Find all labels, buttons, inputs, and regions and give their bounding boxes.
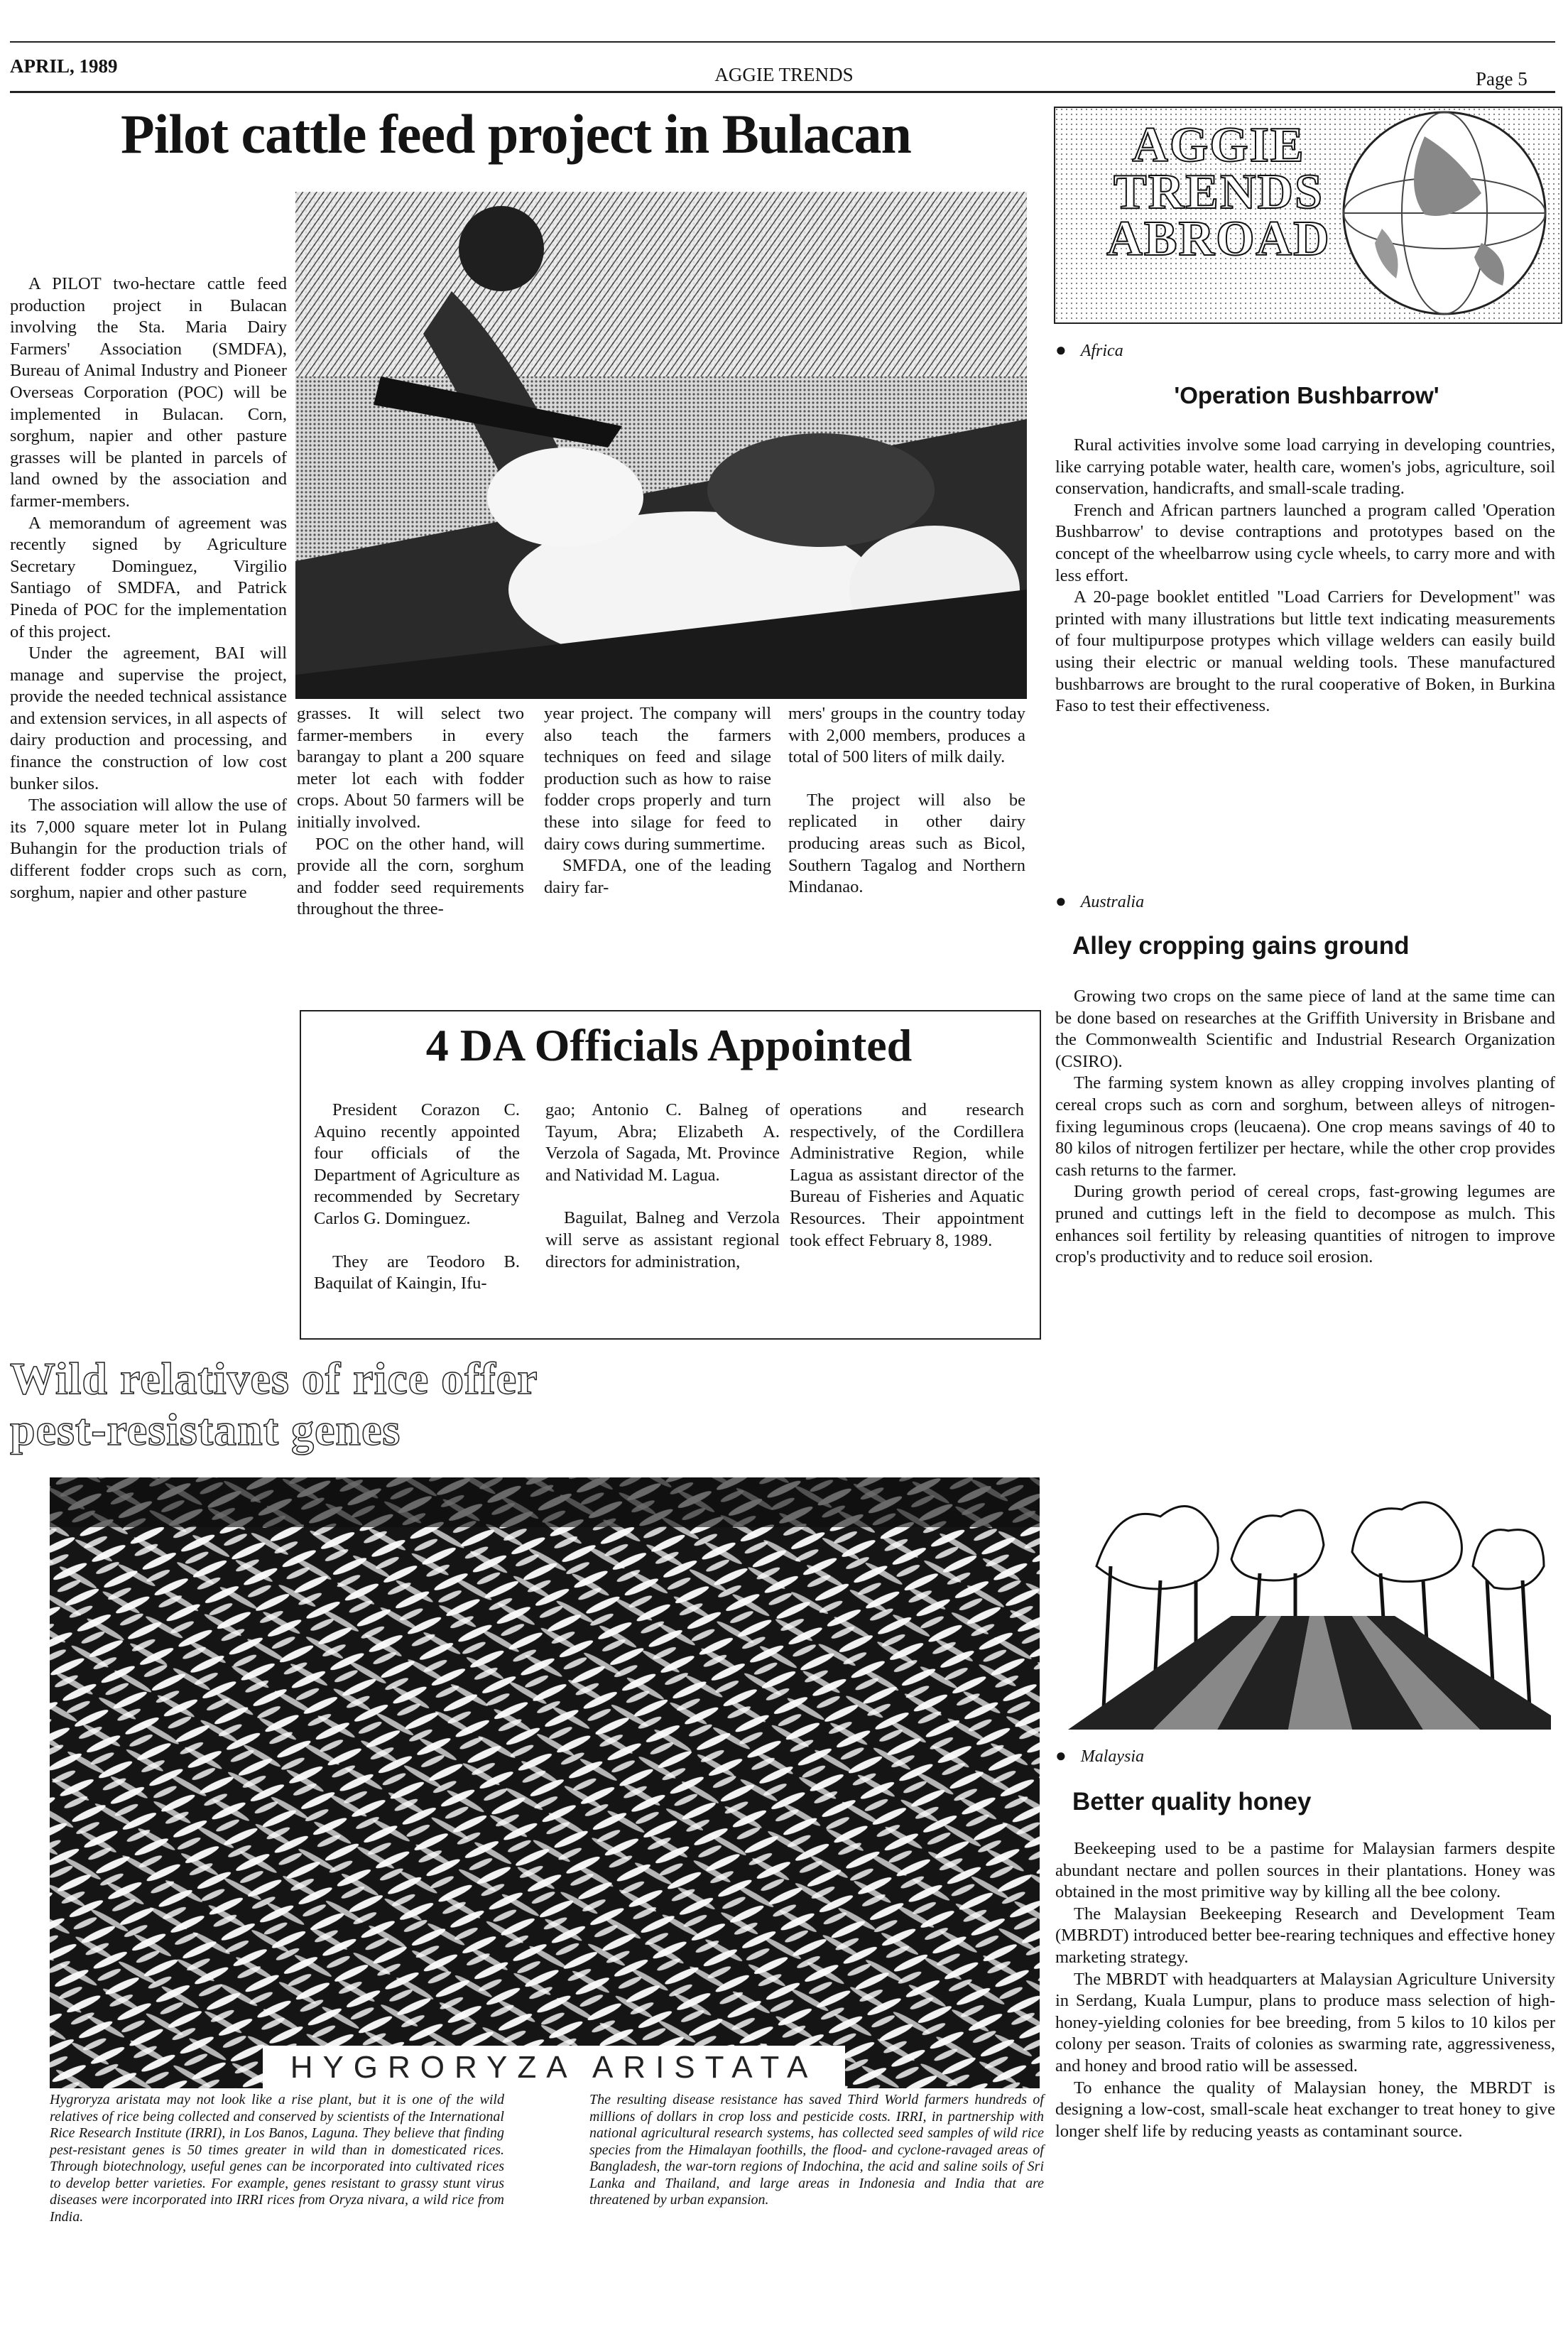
abroad-banner-line-2: TRENDS (1114, 165, 1324, 219)
page-number: Page 5 (1476, 68, 1528, 89)
australia-headline: Alley cropping gains ground (1072, 932, 1410, 960)
africa-headline: 'Operation Bushbarrow' (1174, 382, 1439, 408)
cattle-para: A memorandum of agreement was recently signed by Agriculture Secretary Dominguez, Virgilio Santiago of SMDFA, and Patrick Pineda of POC for the implementation of this project. (10, 513, 287, 641)
top-rule (10, 41, 1555, 43)
africa-para: French and African partners launched a program called 'Operation Bushbarrow' to devise contraptions and prototypes based on the concept of the wheelbarrow using cycle wheels, to carry more and with less effort. (1055, 500, 1555, 585)
cattle-headline: Pilot cattle feed project in Bulacan (121, 103, 911, 165)
da-column-3 (790, 1100, 1024, 1252)
australia-para: The farming system known as alley cropping involves planting of cereal crops such as corn and sorghum, between alleys of nitrogen-fixing leguminous crops (leucaena). One crop means savings of 40 to 80 kilos of nitrogen fertilizer per hectare, while the other crop provides cash returns to the farmer. (1055, 1073, 1555, 1180)
cattle-column-4 (788, 703, 1025, 899)
cattle-para: Under the agreement, BAI will manage and supervise the project, provide the needed technical assistance and extension services, in all aspects of dairy production and processing, and finance the construction of low cost bunker silos. (10, 644, 287, 793)
bullet-icon: ● (1055, 891, 1067, 911)
bullet-icon: ● (1055, 1745, 1067, 1766)
malaysia-headline: Better quality honey (1072, 1788, 1312, 1816)
malaysia-region: Malaysia (1080, 1747, 1145, 1766)
cattle-para: POC on the other hand, will provide all the corn, sorghum and fodder seed requirements throughout the three- (297, 834, 524, 919)
cattle-photo-illustration (295, 192, 1027, 699)
australia-column (1055, 986, 1555, 1269)
issue-date: APRIL, 1989 (10, 55, 118, 77)
rice-photo-illustration (50, 1477, 1040, 2088)
cattle-column-2 (297, 703, 524, 921)
masthead-rule (10, 91, 1555, 93)
africa-section-label (1055, 340, 1123, 361)
globe-icon (1344, 112, 1545, 314)
da-column-2 (545, 1100, 780, 1273)
malaysia-section-label (1055, 1745, 1144, 1767)
rice-headline-line-2: pest-resistant genes (10, 1404, 401, 1455)
abroad-banner-title (1091, 118, 1346, 266)
alley-cropping-illustration (1054, 1474, 1551, 1730)
malaysia-para: To enhance the quality of Malaysian honey, the MBRDT is designing a low-cost, small-scale heat exchanger to treat honey to give longer shelf life by reducing yeasts as contaminant source. (1055, 2078, 1555, 2141)
cattle-para: year project. The company will also teach the farmers techniques on feed and silage production such as how to raise fodder crops properly and turn these into silage for feed to dairy cows during summertime. (544, 704, 771, 854)
cattle-para: A PILOT two-hectare cattle feed production project in Bulacan involving the Sta. Maria Dairy Farmers' Association (SMDFA), Bureau of Animal Industry and Pioneer Overseas Corporation (POC) will be implemented in Bulacan. Corn, sorghum, napier and other pasture grasses will be planted in parcels of land owned by the association and farmer-members. (10, 274, 287, 511)
africa-para: A 20-page booklet entitled "Load Carriers for Development" was printed with many illustrations but little text indicating measurements of four multipurpose protypes which village welders can easily build using their electric or manual welding tools. These manufactured bushbarrows are brought to the rural cooperative of Boken, in Burkina Faso to test their effectiveness. (1055, 587, 1555, 716)
africa-column (1055, 435, 1555, 717)
cattle-column-1 (10, 273, 287, 904)
rice-caption-2: The resulting disease resistance has saved Third World farmers hundreds of millions of dollars in crop loss and pesticide costs. IRRI, in partnership with national agricultural research systems, has collected seed samples of wild rice species from the Himalayan foothills, the flood- and cyclone-ravaged areas of Bangladesh, the war-torn regions of Indochina, the acid and saline soils of Sri Lanka and Thailand, and large areas in Indonesia and India that are threatened by urban expansion. (589, 2092, 1044, 2208)
da-headline: 4 DA Officials Appointed (425, 1020, 913, 1070)
australia-para: During growth period of cereal crops, fast-growing legumes are pruned and cuttings left in the field to decompose as mulch. This enhances soil fertility by releasing quantities of nitrogen to improve crop's productivity and to reduce soil erosion. (1055, 1182, 1555, 1267)
cattle-para: The association will allow the use of its 7,000 square meter lot in Pulang Buhangin for the production trials of different fodder crops such as corn, sorghum, napier and other pasture (10, 796, 287, 902)
rice-plant-photo (50, 1477, 1040, 2088)
rice-headline-line-1: Wild relatives of rice offer (10, 1353, 538, 1404)
malaysia-column (1055, 1838, 1555, 2142)
australia-para: Growing two crops on the same piece of land at the same time can be done based on researches at the Griffith University in Brisbane and the Commonwealth Scientific and Industrial Research Organization (CSIRO). (1055, 987, 1555, 1071)
da-para: President Corazon C. Aquino recently appointed four officials of the Department of Agriculture as recommended by Secretary Carlos G. Dominguez. (314, 1100, 520, 1228)
abroad-banner-line-1: AGGIE (1132, 118, 1305, 173)
da-para: operations and research respectively, of the Cordillera Administrative Region, while Lagua as assistant director of the Bureau of Fisheries and Aquatic Resources. Their appointment took effect February 8, 1989. (790, 1100, 1024, 1250)
cattle-para: grasses. It will select two farmer-members in every barangay to plant a 200 square meter lot each with fodder crops. About 50 farmers will be initially involved. (297, 704, 524, 832)
cattle-para: mers' groups in the country today with 2,000 members, produces a total of 500 liters of milk daily. (788, 704, 1025, 767)
cattle-column-3 (544, 703, 771, 899)
australia-region: Australia (1080, 893, 1145, 911)
cattle-para: SMFDA, one of the leading dairy far- (544, 856, 771, 897)
da-para: Baguilat, Balneg and Verzola will serve as assistant regional directors for administration, (545, 1208, 780, 1271)
cattle-para: The project will also be replicated in other dairy producing areas such as Bicol, Southern Tagalog and Northern Mindanao. (788, 790, 1025, 897)
rice-photo-label: HYGRORYZA ARISTATA (290, 2050, 818, 2085)
da-para: They are Teodoro B. Baquilat of Kaingin, Ifu- (314, 1252, 520, 1293)
da-column-1 (314, 1100, 520, 1295)
africa-para: Rural activities involve some load carrying in developing countries, like carrying potable water, health care, women's jobs, agriculture, soil conservation, handicrafts, and small-scale trading. (1055, 435, 1555, 499)
bullet-icon: ● (1055, 340, 1067, 360)
africa-region: Africa (1080, 342, 1123, 360)
australia-section-label (1055, 891, 1144, 912)
abroad-banner (1054, 107, 1562, 324)
malaysia-para: The MBRDT with headquarters at Malaysian Agriculture University in Serdang, Kuala Lumpur, plans to produce mass selection of high-honey-yielding colonies for bee breeding, from 5 kilos to 10 kilos per colony per season. Traits of colonies as swarming rate, aggressiveness, and honey and brood ratio will be assessed. (1055, 1969, 1555, 2076)
abroad-banner-line-3: ABROAD (1106, 212, 1331, 266)
rice-headline (10, 1353, 538, 1455)
alley-cropping-drawing (1054, 1474, 1551, 1730)
publication-title: AGGIE TRENDS (714, 64, 854, 85)
rice-caption-1: Hygroryza aristata may not look like a rise plant, but it is one of the wild relatives of rice being collected and conserved by scientists of the International Rice Research Institute (IRRI), in Los Banos, Laguna. They believe that finding pest-resistant genes is 50 times greater in wild than in domesticated rices. Through biotechnology, useful genes can be incorporated into cultivated rices to develop better varieties. For example, genes resistant to grassy stunt virus diseases were incorporated into IRRI rices from Oryza nivara, a wild rice from India. (50, 2092, 504, 2225)
cattle-feeding-photo (295, 192, 1027, 699)
malaysia-para: The Malaysian Beekeeping Research and Development Team (MBRDT) introduced better bee-rearing techniques and effective honey marketing strategy. (1055, 1904, 1555, 1967)
da-para: gao; Antonio C. Balneg of Tayum, Abra; Elizabeth A. Verzola of Sagada, Mt. Province and Natividad M. Lagua. (545, 1100, 780, 1185)
malaysia-para: Beekeeping used to be a pastime for Malaysian farmers despite abundant nectare and pollen sources in their plantations. Honey was obtained in the most primitive way by killing all the bee colony. (1055, 1839, 1555, 1902)
